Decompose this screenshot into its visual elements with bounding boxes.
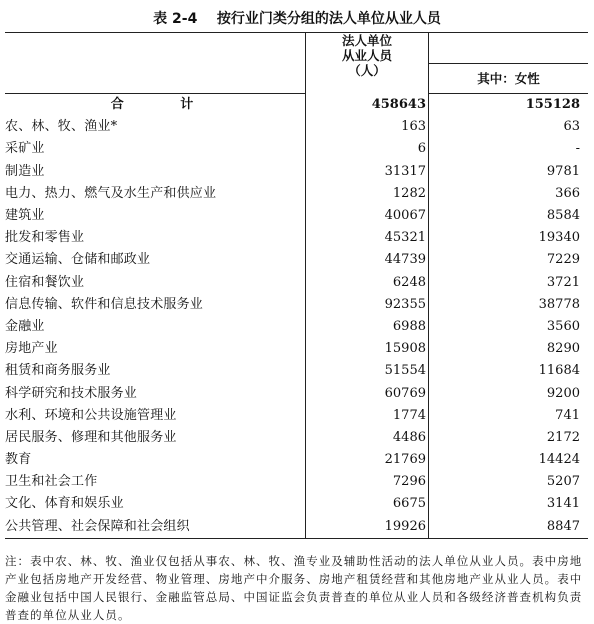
- industry-label: 科学研究和技术服务业: [5, 385, 138, 401]
- industry-label: 租赁和商务服务业: [5, 363, 111, 379]
- female-value: -: [429, 138, 589, 160]
- table-row: [5, 427, 588, 449]
- female-value: 9781: [429, 161, 589, 183]
- header-line: 从业人员: [341, 48, 392, 63]
- industry-label: 公共管理、社会保障和社会组织: [5, 516, 306, 539]
- table-row: [5, 116, 588, 138]
- header-row: [5, 33, 588, 64]
- table-row: [5, 405, 588, 427]
- table-row: [5, 316, 588, 338]
- header-line: 法人单位: [341, 33, 392, 48]
- industry-label: 卫生和社会工作: [5, 474, 98, 490]
- table-row: [5, 227, 588, 249]
- industry-label: 文化、体育和娱乐业: [5, 496, 124, 512]
- table-row: [5, 382, 588, 404]
- employees-value: 60769: [306, 382, 429, 404]
- industry-label: 批发和零售业: [5, 230, 85, 246]
- total-row: [5, 94, 588, 117]
- header-blank-cell: [429, 33, 589, 64]
- table-row: [5, 272, 588, 294]
- industry-label: 农、林、牧、渔业*: [5, 119, 118, 135]
- employees-value: 31317: [306, 161, 429, 183]
- employees-value: 6248: [306, 272, 429, 294]
- female-value: 9200: [429, 382, 589, 404]
- industry-label: 住宿和餐饮业: [5, 274, 85, 290]
- employees-value: 6675: [306, 493, 429, 515]
- employees-value: 45321: [306, 227, 429, 249]
- female-value: 3721: [429, 272, 589, 294]
- table-row: [5, 493, 588, 515]
- header-total-employees: [306, 33, 429, 94]
- industry-label: 教育: [5, 452, 32, 468]
- employees-value: 6: [306, 138, 429, 160]
- employees-value: 44739: [306, 249, 429, 271]
- female-value: 3560: [429, 316, 589, 338]
- table-row: [5, 338, 588, 360]
- industry-label: 居民服务、修理和其他服务业: [5, 429, 177, 445]
- industry-label: 采矿业: [5, 141, 45, 157]
- industry-label: 制造业: [5, 163, 45, 179]
- industry-label: 信息传输、软件和信息技术服务业: [5, 296, 204, 312]
- female-value: 741: [429, 405, 589, 427]
- employment-table: [5, 32, 588, 539]
- female-value: 5207: [429, 471, 589, 493]
- header-female: 其中：女性: [429, 63, 589, 94]
- table-row: [5, 294, 588, 316]
- employees-value: 92355: [306, 294, 429, 316]
- table-row: [5, 516, 588, 539]
- industry-label: 金融业: [5, 318, 45, 334]
- employees-value: 7296: [306, 471, 429, 493]
- table-body: [5, 94, 588, 539]
- female-value: 19340: [429, 227, 589, 249]
- employees-value: 4486: [306, 427, 429, 449]
- employees-value: 1774: [306, 405, 429, 427]
- industry-label: 电力、热力、燃气及水生产和供应业: [5, 185, 217, 201]
- female-value: 11684: [429, 360, 589, 382]
- industry-label: 房地产业: [5, 341, 58, 357]
- table-row: [5, 471, 588, 493]
- employees-value: 163: [306, 116, 429, 138]
- table-row: [5, 161, 588, 183]
- table-row: [5, 205, 588, 227]
- female-value: 2172: [429, 427, 589, 449]
- table-row: [5, 449, 588, 471]
- female-value: 8290: [429, 338, 589, 360]
- employees-value: 51554: [306, 360, 429, 382]
- employees-value: 15908: [306, 338, 429, 360]
- table-row: [5, 183, 588, 205]
- female-value: 366: [429, 183, 589, 205]
- employees-value: 1282: [306, 183, 429, 205]
- employees-value: 19926: [306, 516, 429, 539]
- employees-value: 21769: [306, 449, 429, 471]
- female-value: 8847: [429, 516, 589, 539]
- table-title: 表 2-4 按行业门类分组的法人单位从业人员: [153, 11, 441, 27]
- total-label: 合 计: [110, 97, 220, 113]
- female-value: 7229: [429, 249, 589, 271]
- footnote: 注：表中农、林、牧、渔业仅包括从事农、林、牧、渔专业及辅助性活动的法人单位从业人员。表中房地产业包括房地产开发经营、物业管理、房地产中介服务、房地产租赁经营和其他房地产业从业人员。表中金融业包括中国人民银行、金融监管总局、中国证监会负责普查的单位从业人员和各级经济普查机构负责普查的单位从业人员。: [5, 554, 583, 622]
- female-value: 14424: [429, 449, 589, 471]
- female-value: 63: [429, 116, 589, 138]
- table-row: [5, 360, 588, 382]
- table-row: [5, 138, 588, 160]
- industry-label: 水利、环境和公共设施管理业: [5, 407, 177, 423]
- employees-value: 6988: [306, 316, 429, 338]
- female-value: 38778: [429, 294, 589, 316]
- total-female: 155128: [429, 94, 589, 117]
- header-line: （人）: [348, 63, 386, 78]
- employees-value: 40067: [306, 205, 429, 227]
- female-value: 3141: [429, 493, 589, 515]
- industry-label: 建筑业: [5, 208, 45, 224]
- industry-label: 交通运输、仓储和邮政业: [5, 252, 151, 268]
- female-value: 8584: [429, 205, 589, 227]
- header-corner-cell: [5, 33, 306, 94]
- total-value: 458643: [306, 94, 429, 117]
- table-row: [5, 249, 588, 271]
